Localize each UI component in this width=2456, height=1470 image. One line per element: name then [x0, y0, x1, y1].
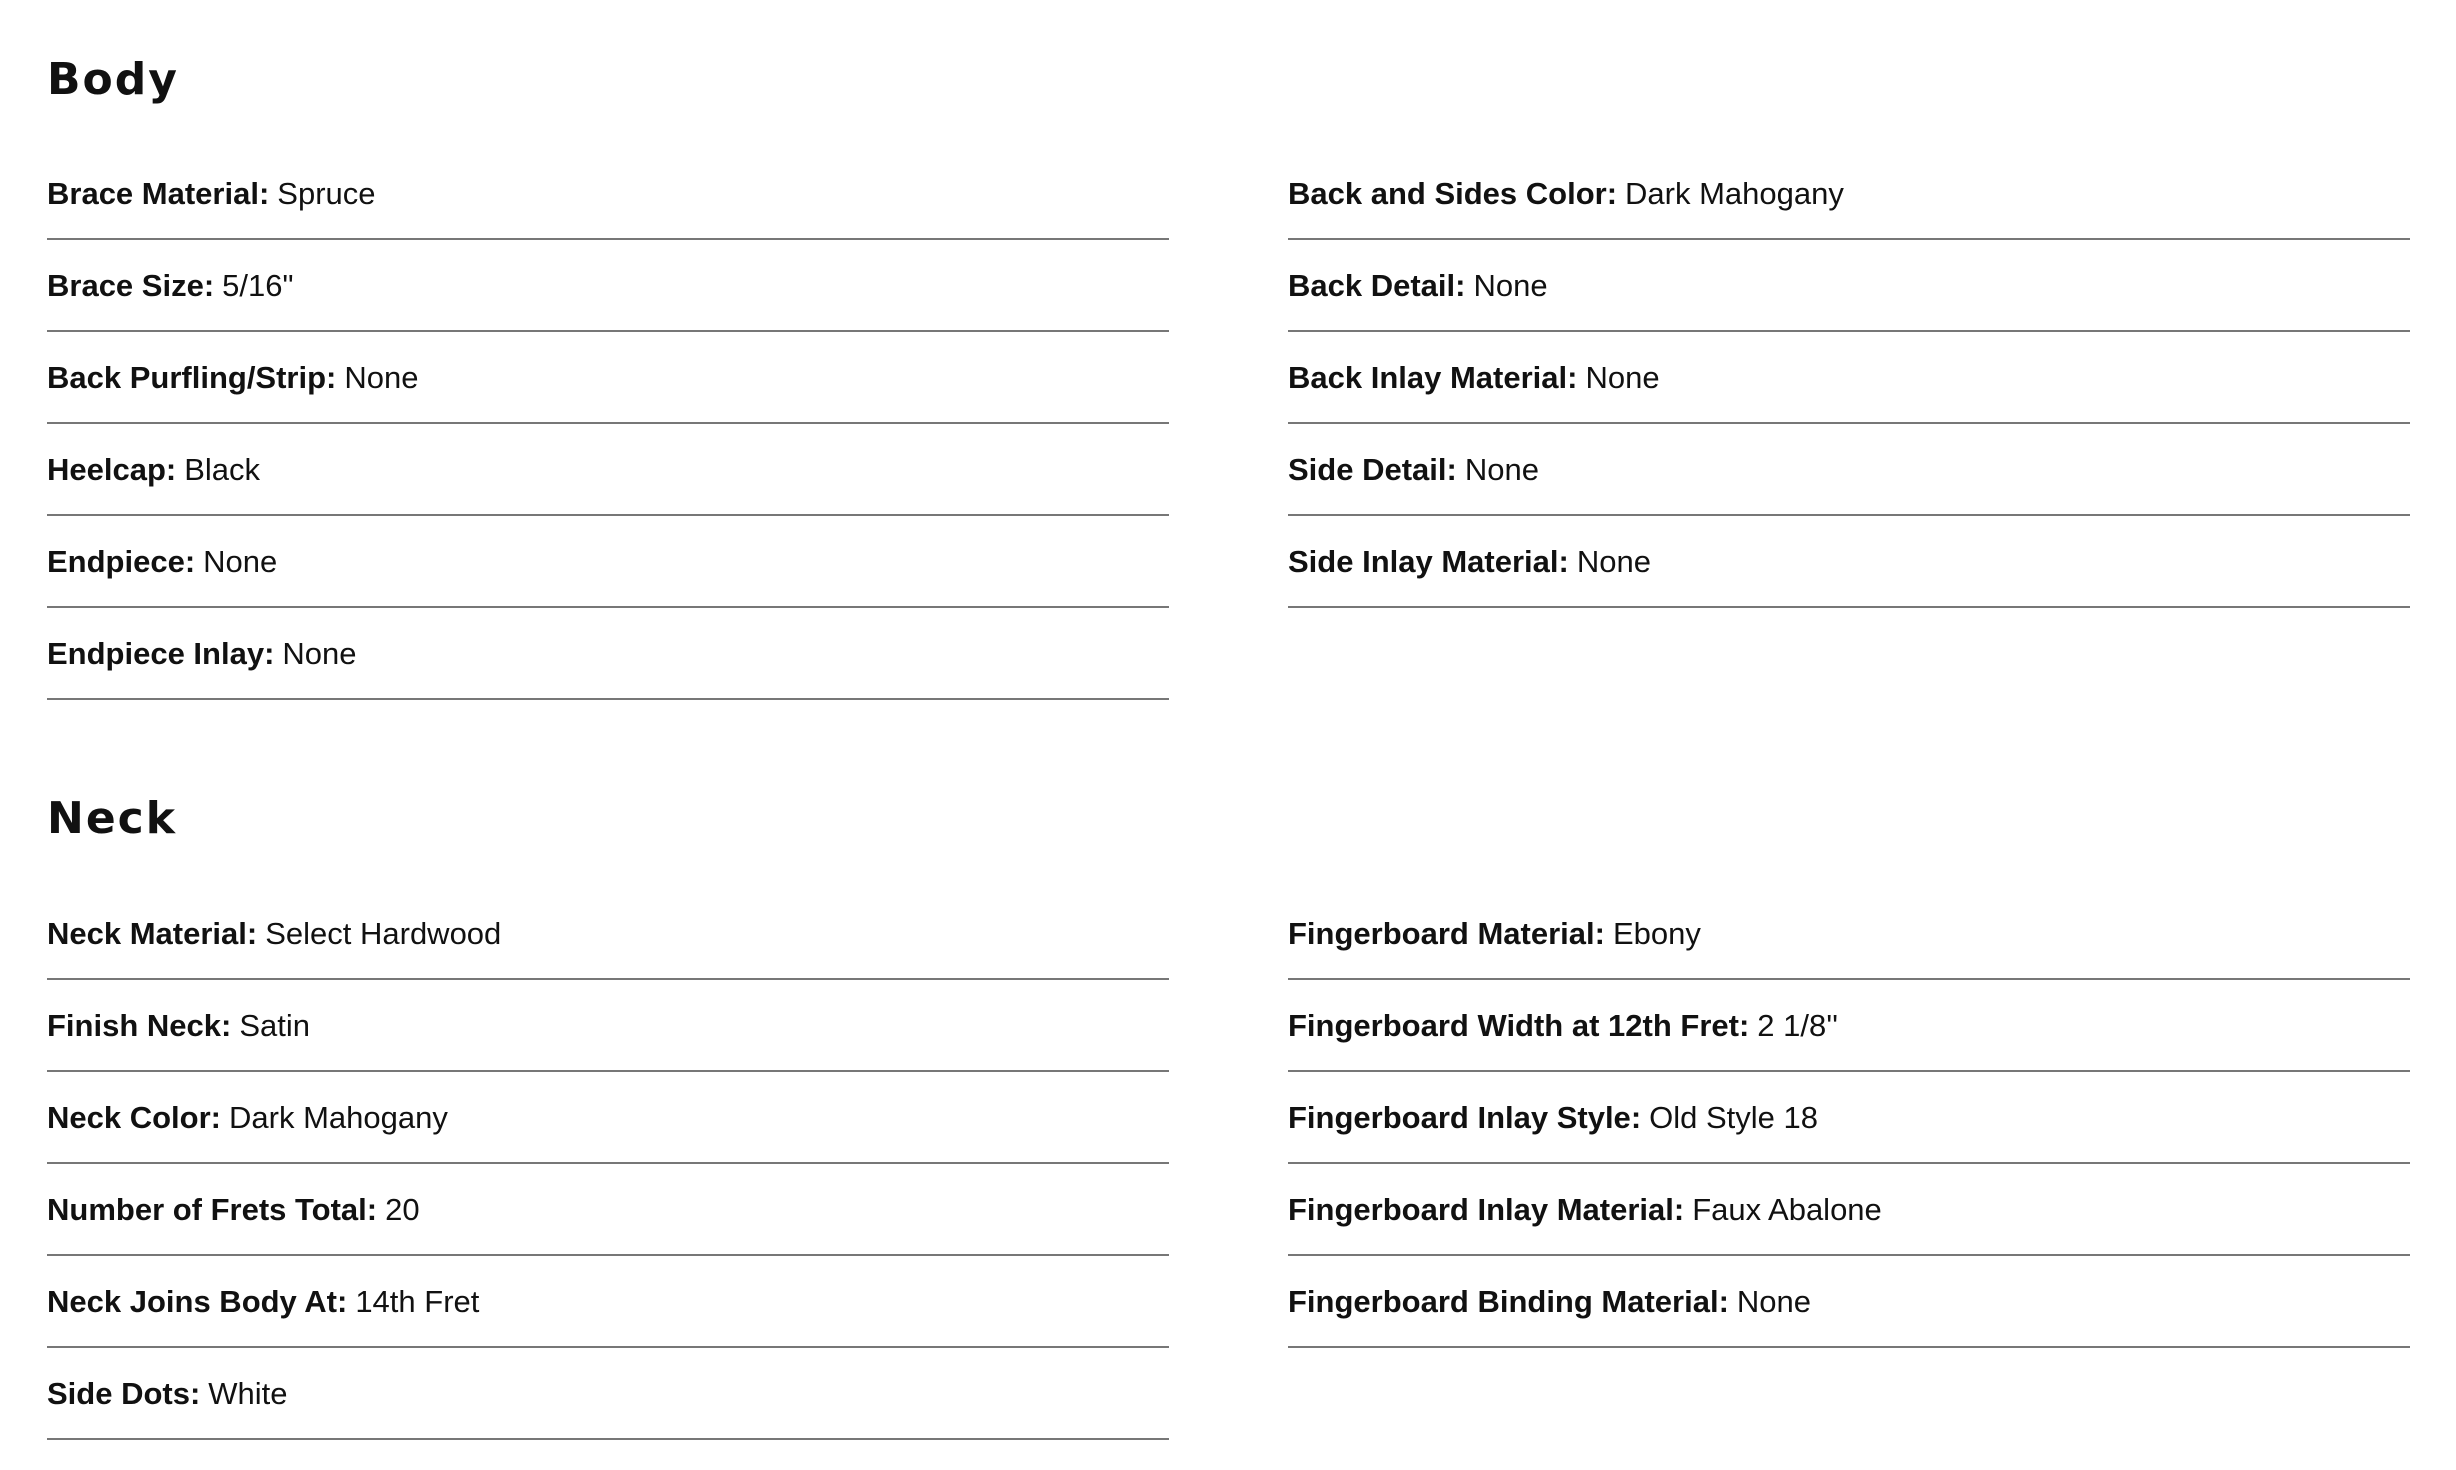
spec-colon: :	[184, 543, 196, 579]
spec-colon: :	[246, 915, 258, 951]
spec-label: Neck Material	[47, 915, 247, 951]
spec-row	[47, 1348, 1169, 1440]
spec-value: None	[1585, 359, 1660, 395]
spec-value: None	[282, 635, 357, 671]
spec-colon: :	[210, 1099, 221, 1135]
spec-label: Back Purfling/Strip	[47, 359, 327, 395]
spec-label: Fingerboard Inlay Material	[1288, 1191, 1674, 1227]
spec-value: Satin	[239, 1007, 310, 1043]
spec-label: Neck Color	[47, 1099, 211, 1135]
neck-specs-right-column	[1288, 888, 2410, 1348]
spec-value: 20	[385, 1191, 420, 1227]
spec-row	[47, 1256, 1169, 1348]
spec-value: Dark Mahogany	[1625, 175, 1844, 211]
spec-label: Fingerboard Material	[1288, 915, 1595, 951]
spec-colon: :	[1673, 1191, 1685, 1227]
spec-label: Back and Sides Color	[1288, 175, 1607, 211]
spec-colon: :	[189, 1375, 201, 1411]
spec-label: Endpiece	[47, 543, 185, 579]
spec-label: Finish Neck	[47, 1007, 221, 1043]
spec-label: Fingerboard Binding Material	[1288, 1283, 1719, 1319]
spec-colon: :	[221, 1007, 232, 1043]
spec-label: Side Dots	[47, 1375, 190, 1411]
spec-label: Fingerboard Inlay Style	[1288, 1099, 1631, 1135]
spec-value: Spruce	[277, 175, 376, 211]
spec-row	[47, 424, 1169, 516]
spec-colon: :	[1606, 175, 1618, 211]
spec-value: None	[203, 543, 278, 579]
spec-value: 14th Fret	[355, 1283, 480, 1319]
spec-row	[47, 240, 1169, 332]
spec-colon: :	[165, 451, 177, 487]
spec-row	[47, 1164, 1169, 1256]
spec-row	[1288, 1072, 2410, 1164]
spec-colon: :	[1446, 451, 1457, 487]
spec-colon: :	[336, 1283, 348, 1319]
spec-row	[1288, 980, 2410, 1072]
spec-value: 2 1/8''	[1757, 1007, 1839, 1043]
spec-colon: :	[1558, 543, 1569, 579]
spec-value: None	[1576, 543, 1651, 579]
neck-specs-left-column	[47, 888, 1169, 1440]
spec-value: None	[1736, 1283, 1812, 1319]
spec-label: Heelcap	[47, 451, 166, 487]
spec-colon: :	[264, 635, 275, 671]
spec-row	[47, 608, 1169, 700]
spec-value: Ebony	[1612, 915, 1701, 951]
body-specs-left-column	[47, 148, 1169, 700]
spec-label: Brace Size	[47, 267, 204, 303]
spec-colon: :	[1630, 1099, 1642, 1135]
spec-value: Dark Mahogany	[229, 1099, 448, 1135]
spec-row	[47, 980, 1169, 1072]
spec-colon: :	[326, 359, 337, 395]
spec-label: Number of Frets Total	[47, 1191, 367, 1227]
spec-row	[47, 1072, 1169, 1164]
section-title-neck: Neck	[47, 793, 178, 844]
body-specs-right-column	[1288, 148, 2410, 608]
spec-colon: :	[1718, 1283, 1729, 1319]
spec-label: Back Inlay Material	[1288, 359, 1568, 395]
spec-colon: :	[1594, 915, 1605, 951]
spec-value: None	[1473, 267, 1548, 303]
spec-label: Brace Material	[47, 175, 259, 211]
spec-value: White	[208, 1375, 288, 1411]
spec-row	[1288, 888, 2410, 980]
spec-row	[1288, 1164, 2410, 1256]
spec-value: Select Hardwood	[265, 915, 502, 951]
spec-row	[1288, 240, 2410, 332]
spec-label: Neck Joins Body At	[47, 1283, 337, 1319]
spec-colon: :	[1567, 359, 1578, 395]
spec-colon: :	[1738, 1007, 1750, 1043]
spec-row	[47, 888, 1169, 980]
spec-label: Side Inlay Material	[1288, 543, 1559, 579]
spec-value: None	[1464, 451, 1539, 487]
spec-label: Endpiece Inlay	[47, 635, 265, 671]
spec-value: 5/16"	[222, 267, 294, 303]
spec-row	[47, 148, 1169, 240]
spec-label: Back Detail	[1288, 267, 1456, 303]
spec-row	[1288, 516, 2410, 608]
spec-label: Side Detail	[1288, 451, 1447, 487]
spec-value: Black	[184, 451, 261, 487]
spec-colon: :	[366, 1191, 378, 1227]
spec-row	[1288, 424, 2410, 516]
section-title-body: Body	[47, 54, 179, 105]
spec-row	[1288, 332, 2410, 424]
spec-row	[1288, 148, 2410, 240]
spec-value: Old Style 18	[1649, 1099, 1819, 1135]
spec-colon: :	[258, 175, 270, 211]
spec-row	[47, 332, 1169, 424]
spec-row	[1288, 1256, 2410, 1348]
spec-colon: :	[203, 267, 215, 303]
spec-value: Faux Abalone	[1692, 1191, 1882, 1227]
spec-row	[47, 516, 1169, 608]
spec-label: Fingerboard Width at 12th Fret	[1288, 1007, 1739, 1043]
spec-value: None	[344, 359, 419, 395]
spec-colon: :	[1455, 267, 1466, 303]
